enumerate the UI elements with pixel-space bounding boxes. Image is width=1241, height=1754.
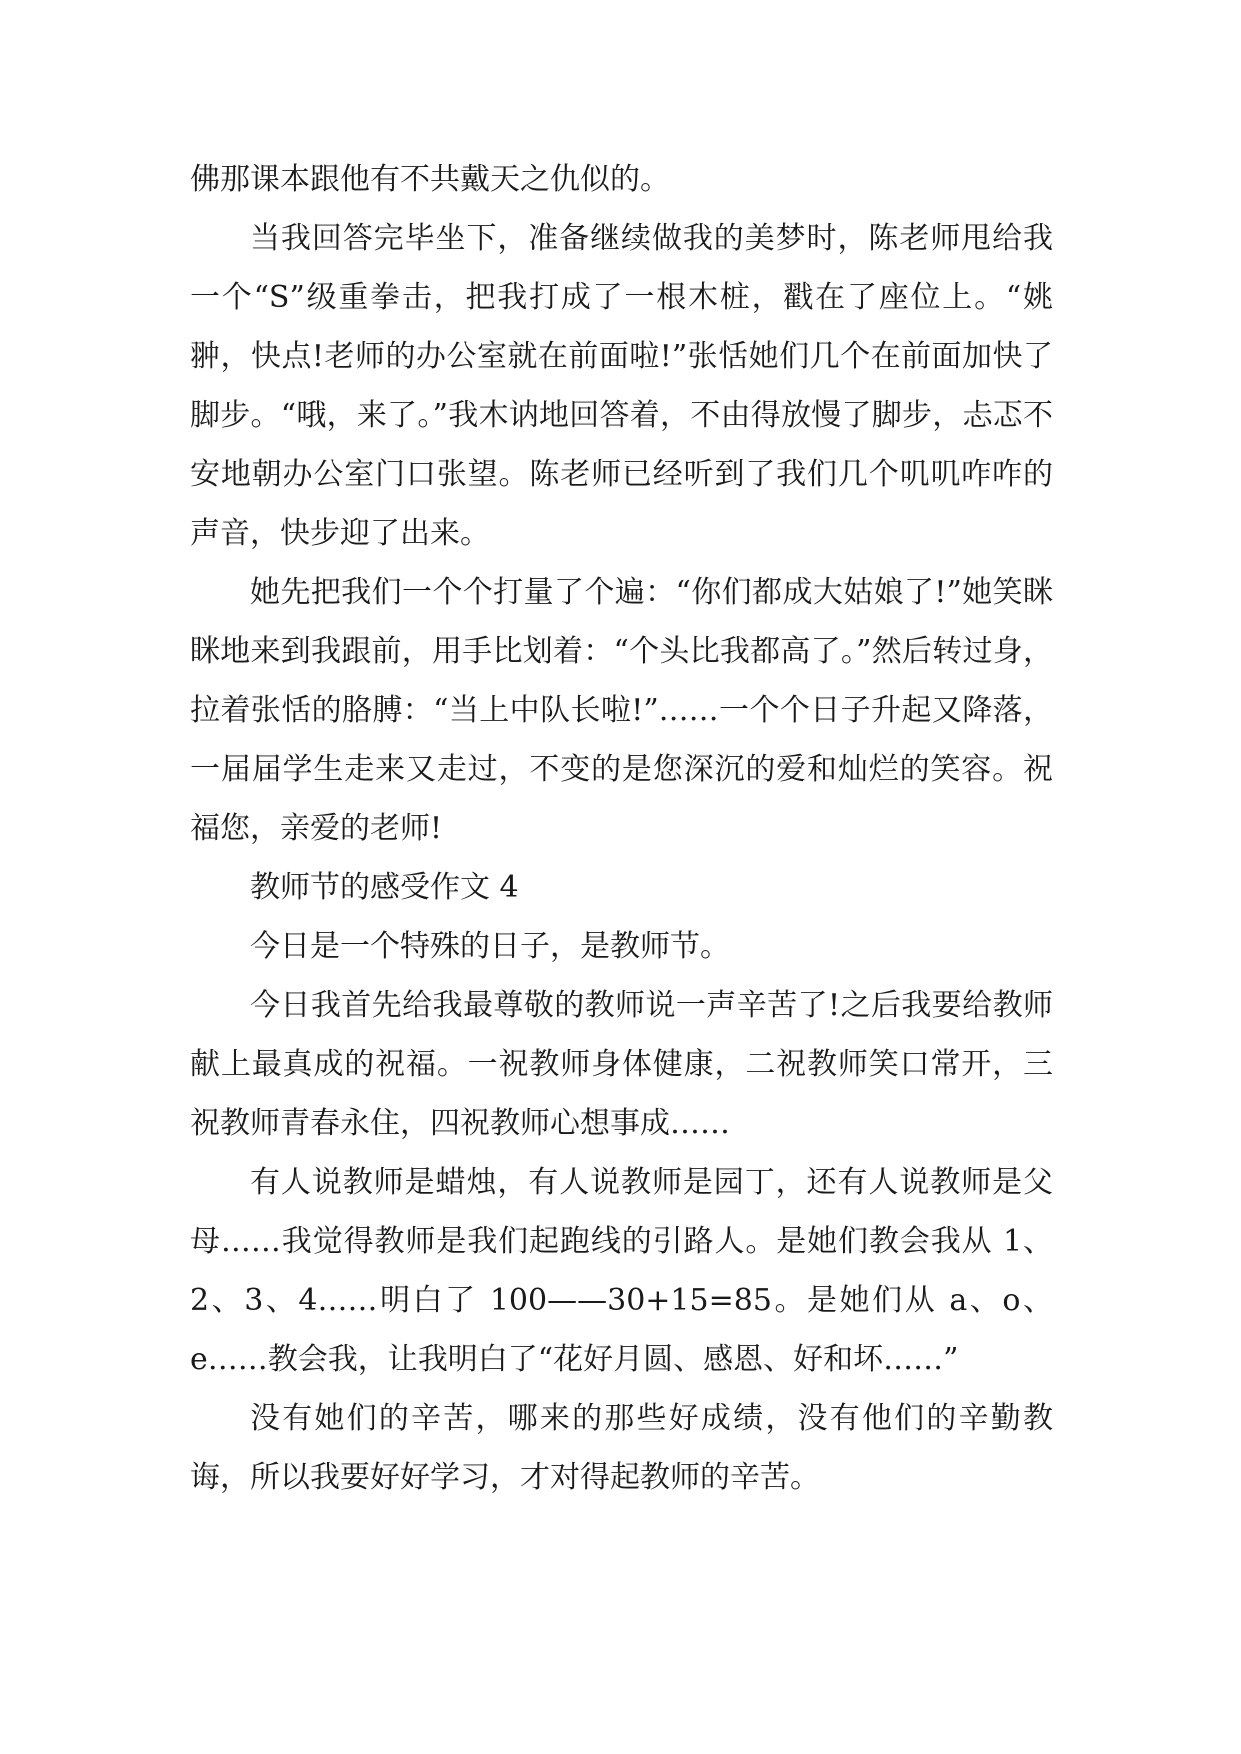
section-heading: 教师节的感受作文 4 (250, 870, 519, 905)
paragraph: 佛那课本跟他有不共戴天之仇似的。 (190, 162, 670, 197)
paragraph: 今日是一个特殊的日子，是教师节。 (250, 929, 730, 964)
paragraph: 今日我首先给我最尊敬的教师说一声辛苦了!之后我要给教师献上最真成的祝福。一祝教师身体健康，二祝教师笑口常开，三祝教师青春永住，四祝教师心想事成…… (190, 988, 1053, 1141)
document-body (190, 150, 1053, 1507)
paragraph: 有人说教师是蜡烛，有人说教师是园丁，还有人说教师是父母……我觉得教师是我们起跑线的引路人。是她们教会我从 1、2、3、4……明白了 100——30+15=85。是她们从 a、o、e……教会我，让我明白了“花好月圆、感恩、好和坏……” (190, 1165, 1053, 1377)
paragraph: 她先把我们一个个打量了个遍：“你们都成大姑娘了!”她笑眯眯地来到我跟前，用手比划着：“个头比我都高了。”然后转过身，拉着张恬的胳膊：“当上中队长啦!”……一个个日子升起又降落，一届届学生走来又走过，不变的是您深沉的爱和灿烂的笑容。祝福您，亲爱的老师! (190, 575, 1053, 846)
paragraph: 当我回答完毕坐下，准备继续做我的美梦时，陈老师甩给我一个“S”级重拳击，把我打成了一根木桩，戳在了座位上。“姚翀，快点!老师的办公室就在前面啦!”张恬她们几个在前面加快了脚步。“哦，来了。”我木讷地回答着，不由得放慢了脚步，忐忑不安地朝办公室门口张望。陈老师已经听到了我们几个叽叽咋咋的声音，快步迎了出来。 (190, 221, 1053, 551)
paragraph: 没有她们的辛苦，哪来的那些好成绩，没有他们的辛勤教诲，所以我要好好学习，才对得起教师的辛苦。 (190, 1401, 1053, 1495)
